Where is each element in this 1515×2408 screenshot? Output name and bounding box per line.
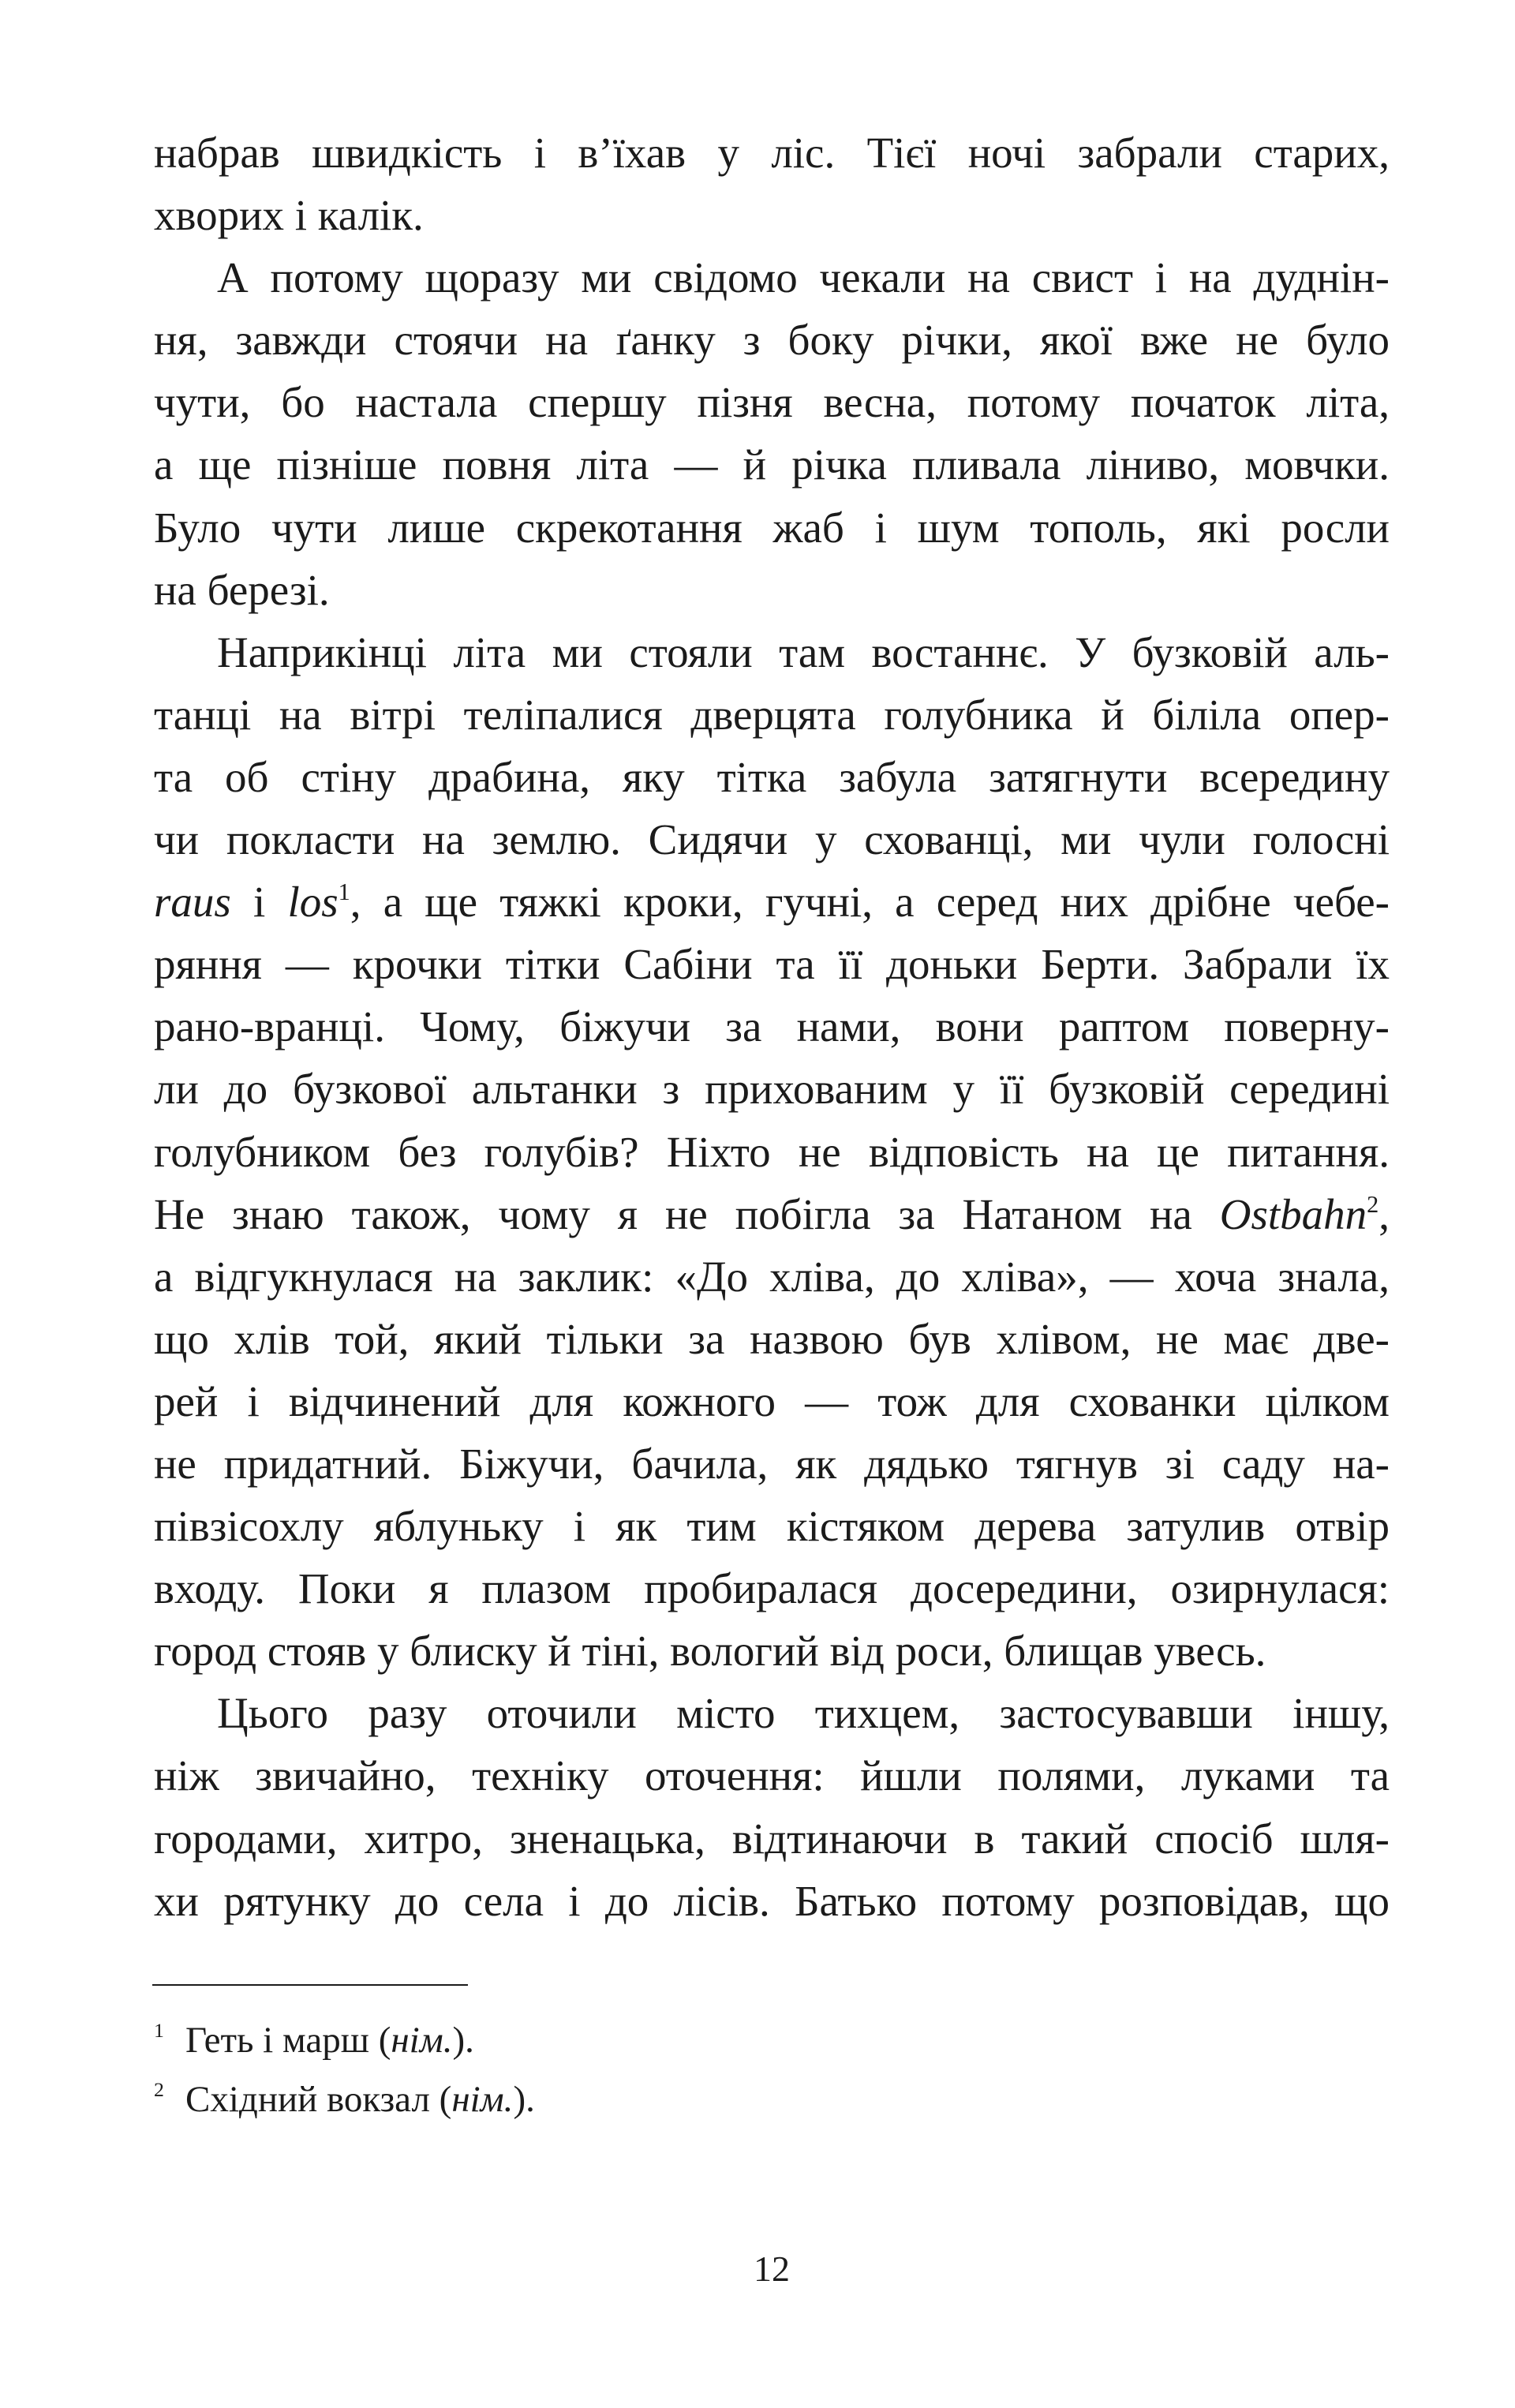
italic-term: los — [287, 878, 339, 927]
text-line — [154, 1245, 1390, 1308]
text-run: Було чути лише скрекотання жаб і шум тополь, які росли — [154, 503, 1390, 552]
text-line — [154, 1744, 1390, 1807]
footnote-abbrev: нім. — [451, 2079, 514, 2120]
text-run: ли до бузкової альтанки з прихованим у її бузковій середині — [154, 1065, 1390, 1114]
text-line — [154, 433, 1390, 496]
footnote-ref: 1 — [338, 878, 350, 905]
paragraph — [154, 1682, 1390, 1931]
footnotes — [154, 2011, 1390, 2129]
text-line — [154, 995, 1390, 1058]
text-run: півзісохлу яблуньку і як тим кістяком дерева затулив отвір — [154, 1502, 1390, 1551]
footnote-abbrev: нім. — [391, 2020, 453, 2061]
footnote-text: Східний вокзал ( — [185, 2079, 452, 2120]
text-line — [154, 1308, 1390, 1370]
italic-term: raus — [154, 878, 231, 927]
text-line — [154, 122, 1390, 184]
text-line — [154, 1682, 1390, 1744]
text-run: голубником без голубів? Ніхто не відповість на це питання. — [154, 1127, 1390, 1176]
text-run: і — [230, 878, 288, 927]
text-run: чи покласти на землю. Сидячи у схованці, ми чули голосні — [154, 815, 1390, 864]
paragraph — [154, 246, 1390, 621]
text-run: рей і відчинений для кожного — тож для схованки цілком — [154, 1376, 1390, 1425]
text-run: Цього разу оточили місто тихцем, застосувавши іншу, — [217, 1689, 1390, 1738]
paragraph — [154, 621, 1390, 1683]
text-run: ніж звичайно, техніку оточення: йшли полями, луками та — [154, 1751, 1390, 1800]
text-line — [154, 1370, 1390, 1432]
text-run: набрав швидкість і в’їхав у ліс. Тієї ночі забрали старих, — [154, 129, 1390, 177]
footnote-ref: 2 — [1367, 1190, 1379, 1218]
text-line — [154, 621, 1390, 683]
text-line — [154, 808, 1390, 871]
text-line — [154, 683, 1390, 746]
footnote-text: Геть і марш ( — [185, 2020, 391, 2061]
text-line — [154, 246, 1390, 309]
body-text — [154, 122, 1390, 1932]
text-run: город стояв у блиску й тіні, вологий від роси, блищав увесь. — [154, 1627, 1266, 1676]
footnote-1: 1 Геть і марш (нім.). — [154, 2018, 474, 2061]
footnote-2: 2 Східний вокзал (нім.). — [154, 2077, 535, 2120]
footnote-tail: ). — [513, 2079, 535, 2120]
text-run: ня, завжди стоячи на ґанку з боку річки, якої вже не було — [154, 316, 1390, 365]
text-run: входу. Поки я плазом пробиралася досередини, озирнулася: — [154, 1564, 1390, 1613]
text-line — [154, 1058, 1390, 1120]
text-line — [154, 871, 1390, 933]
text-line — [154, 1620, 1390, 1682]
text-line — [154, 371, 1390, 433]
text-run: на березі. — [154, 565, 330, 614]
text-line — [154, 559, 1390, 621]
text-run: , — [1378, 1189, 1390, 1238]
text-run: городами, хитро, зненацька, відтинаючи в такий спосіб шля- — [154, 1814, 1390, 1863]
text-line — [154, 933, 1390, 995]
text-run: що хлів той, який тільки за назвою був хлівом, не має две- — [154, 1314, 1390, 1363]
footnote-tail: ). — [452, 2020, 474, 2061]
text-run: ряння — крочки тітки Сабіни та її доньки Берти. Забрали їх — [154, 940, 1390, 989]
text-run: Наприкінці літа ми стояли там востаннє. У бузковій аль- — [217, 627, 1390, 676]
footnote-separator — [152, 1984, 468, 1986]
text-run: Не знаю також, чому я не побігла за Натаном на — [154, 1189, 1220, 1238]
text-run: рано-вранці. Чому, біжучи за нами, вони раптом поверну- — [154, 1002, 1390, 1051]
text-line — [154, 1807, 1390, 1870]
text-line — [154, 746, 1390, 808]
text-run: А потому щоразу ми свідомо чекали на свист і на дуднін- — [217, 253, 1390, 302]
text-line — [154, 1183, 1390, 1245]
text-line — [154, 184, 1390, 246]
text-run: чути, бо настала спершу пізня весна, потому початок літа, — [154, 378, 1390, 427]
text-run: та об стіну драбина, яку тітка забула затягнути всередину — [154, 752, 1390, 801]
text-run: хворих і калік. — [154, 191, 424, 240]
text-line — [154, 1121, 1390, 1183]
text-run: хи рятунку до села і до лісів. Батько потому розповідав, що — [154, 1876, 1390, 1925]
text-run: танці на вітрі теліпалися дверцята голубника й біліла опер- — [154, 690, 1390, 739]
text-run: а ще пізніше повня літа — й річка пливала ліниво, мовчки. — [154, 440, 1390, 489]
text-run: , а ще тяжкі кроки, гучні, а серед них дрібне чебе- — [350, 878, 1390, 927]
text-line — [154, 1870, 1390, 1932]
text-line — [154, 1495, 1390, 1557]
italic-term: Ostbahn — [1219, 1189, 1367, 1238]
text-line — [154, 1557, 1390, 1620]
text-line — [154, 1432, 1390, 1495]
text-line — [154, 309, 1390, 371]
text-run: не придатний. Біжучи, бачила, як дядько тягнув зі саду на- — [154, 1439, 1390, 1488]
text-line — [154, 496, 1390, 559]
page-number: 12 — [754, 2249, 790, 2289]
paragraph — [154, 122, 1390, 246]
text-run: а відгукнулася на заклик: «До хліва, до хліва», — хоча знала, — [154, 1252, 1390, 1301]
